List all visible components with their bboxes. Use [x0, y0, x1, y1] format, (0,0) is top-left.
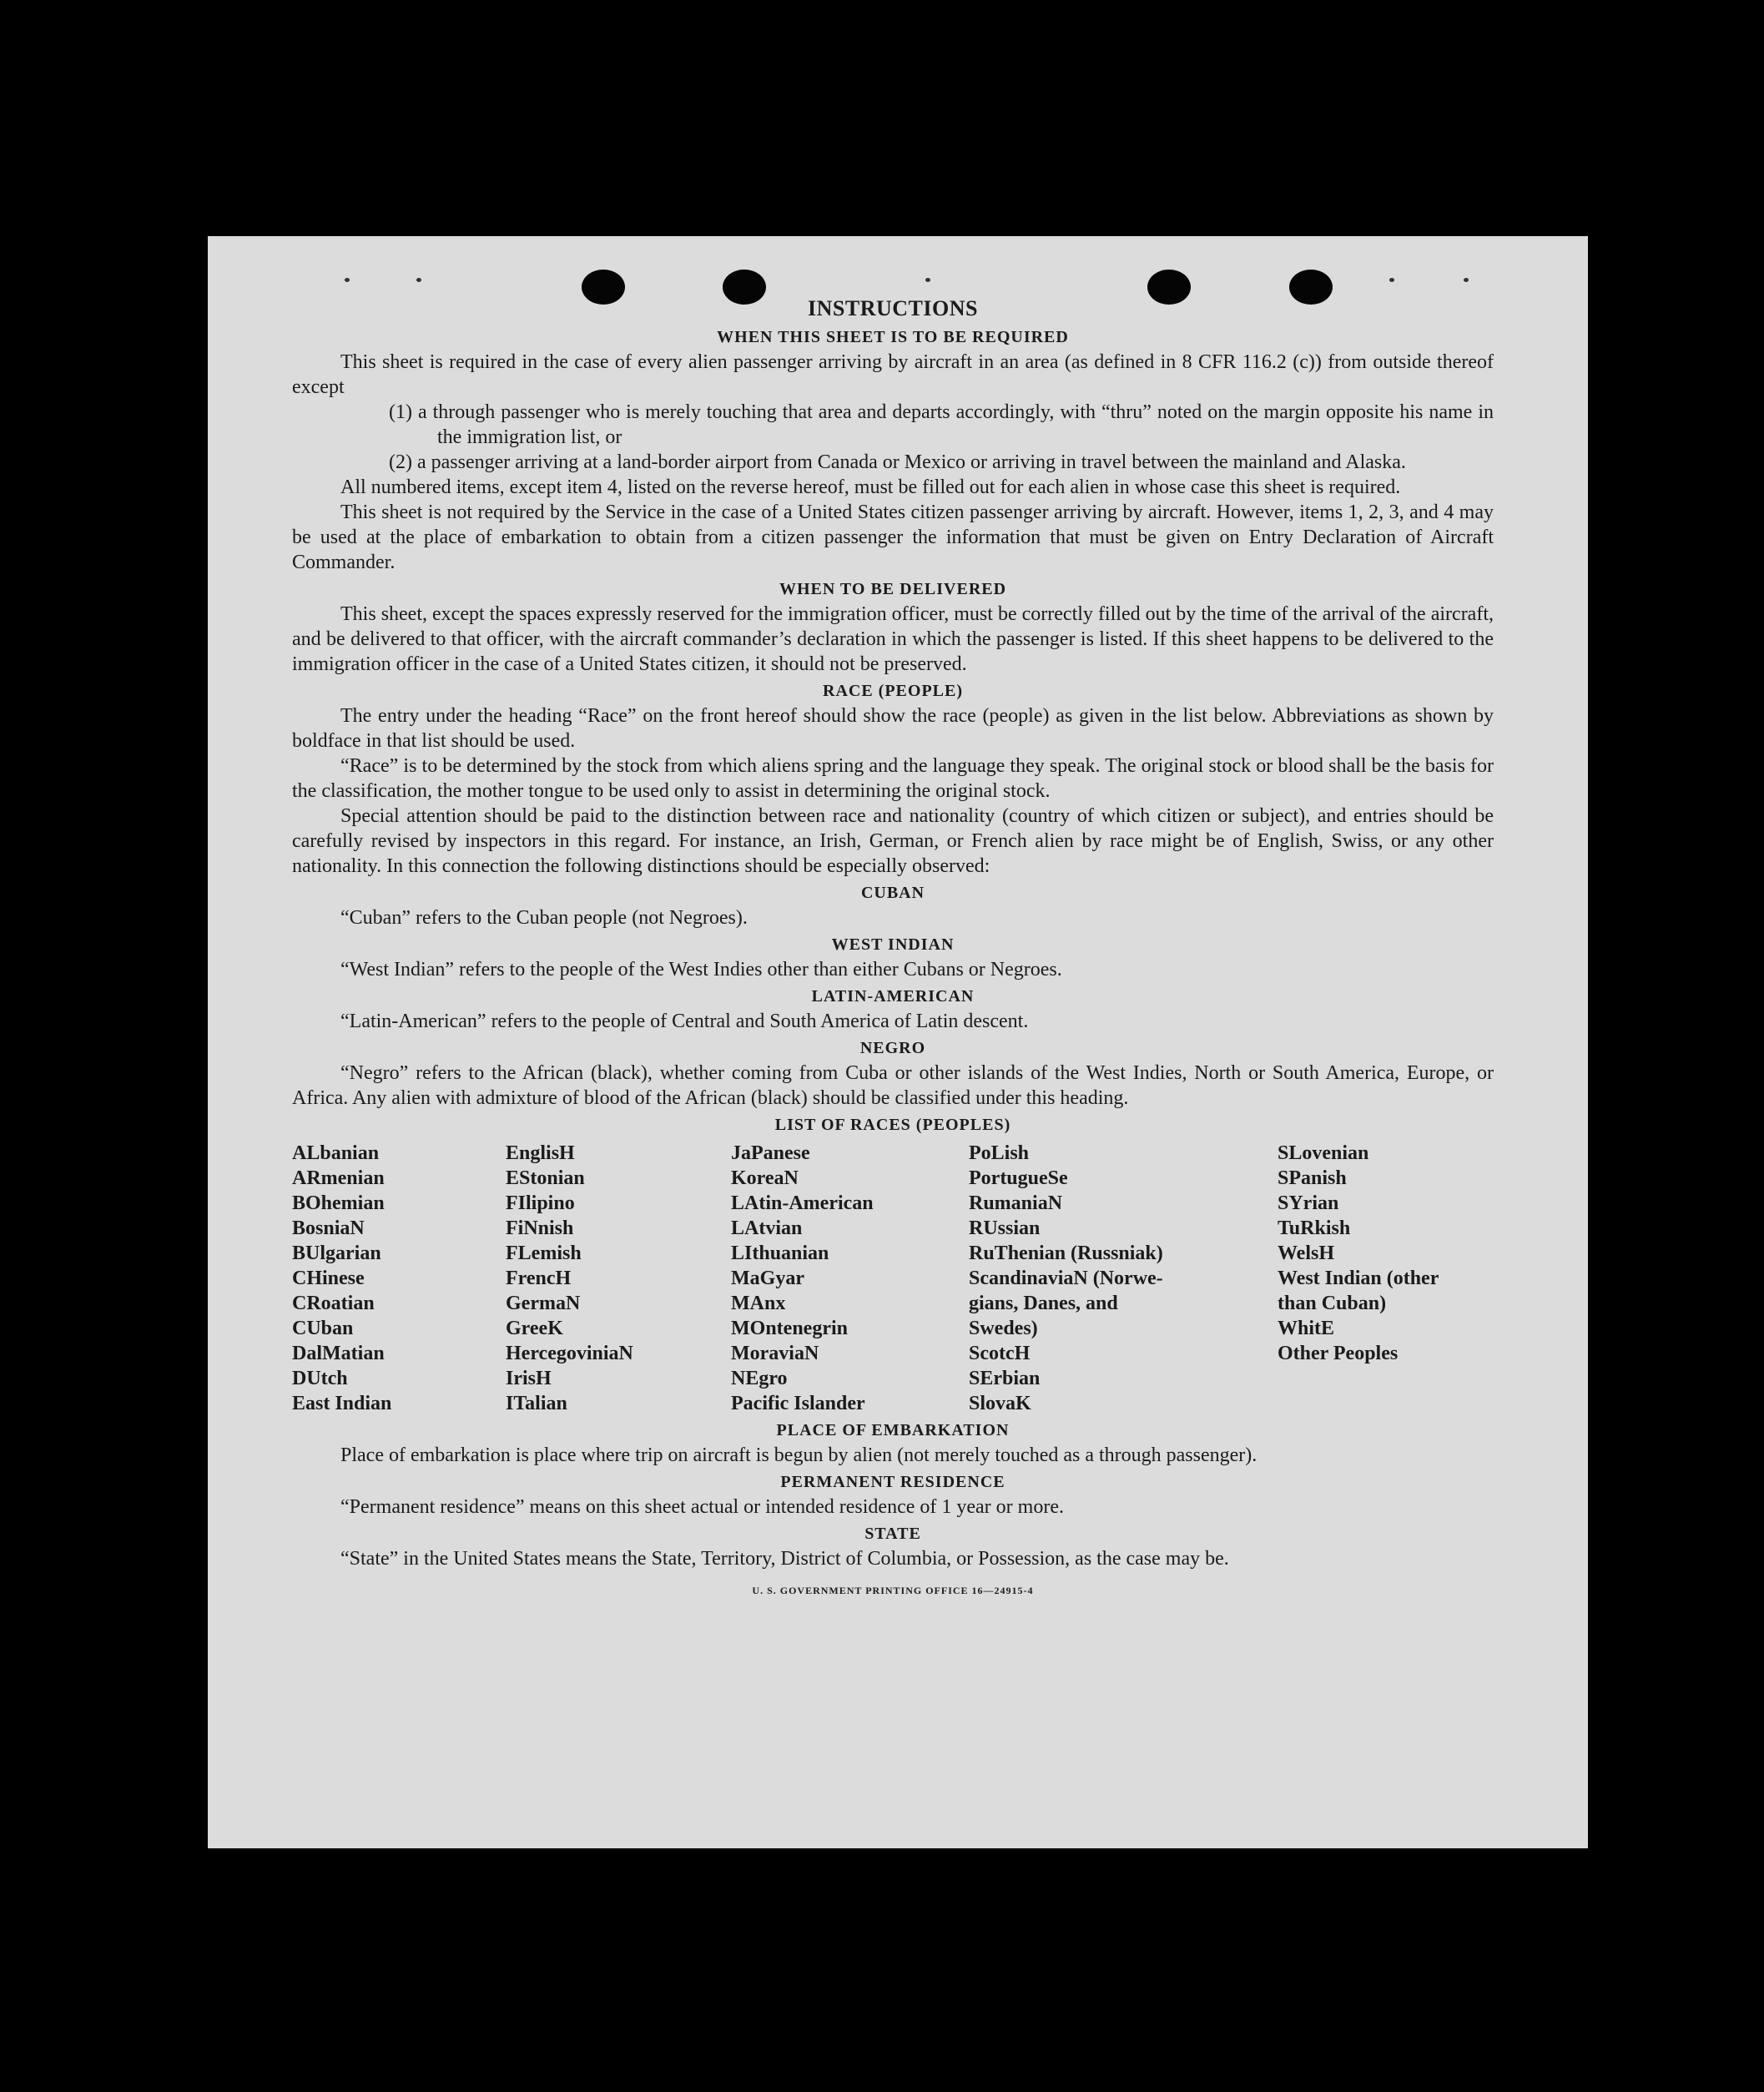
section-heading-west-indian: WEST INDIAN	[831, 935, 955, 954]
race-entry: GermaN	[506, 1293, 581, 1314]
race-entry: EStonian	[506, 1167, 585, 1189]
race-entry: FrencH	[506, 1268, 572, 1289]
race-entry: ITalian	[506, 1393, 567, 1414]
section-heading-required: WHEN THIS SHEET IS TO BE REQUIRED	[717, 328, 1069, 346]
race-entry: ARmenian	[292, 1167, 385, 1189]
section-heading-races-list: LIST OF RACES (PEOPLES)	[774, 1116, 1011, 1134]
race-entry: EnglisH	[506, 1142, 575, 1164]
race-entry: NEgro	[731, 1368, 788, 1389]
residence-text: “Permanent residence” means on this sheet actual or intended residence of 1 year or more.	[340, 1496, 1064, 1518]
printing-office-footer: U. S. GOVERNMENT PRINTING OFFICE 16—24915-4	[752, 1585, 1034, 1596]
races-column-2	[506, 1141, 731, 1416]
races-column-5	[1278, 1141, 1494, 1416]
section-heading-residence: PERMANENT RESIDENCE	[780, 1473, 1005, 1491]
race-entry: PortugueSe	[969, 1167, 1068, 1189]
race-entry: ALbanian	[292, 1142, 380, 1164]
races-column-1	[292, 1141, 506, 1416]
west-indian-text: “West Indian” refers to the people of the West Indies other than either Cubans or Negroes.	[340, 959, 1062, 980]
race-entry: East Indian	[292, 1393, 392, 1414]
races-column-4	[969, 1141, 1278, 1416]
race-entry: BUlgarian	[292, 1243, 381, 1264]
section-heading-state: STATE	[864, 1525, 921, 1543]
race-entry: GreeK	[506, 1318, 563, 1339]
required-para-2: All numbered items, except item 4, listed on the reverse hereof, must be filled out for each alien in whose case this sheet is required.	[340, 476, 1401, 498]
race-entry: ScotcH	[969, 1343, 1031, 1364]
race-entry: BOhemian	[292, 1192, 385, 1214]
race-entry: MOntenegrin	[731, 1318, 848, 1339]
race-entry: SlovaK	[969, 1393, 1031, 1414]
race-entry: PoLish	[969, 1142, 1030, 1164]
section-heading-delivered: WHEN TO BE DELIVERED	[779, 580, 1007, 598]
race-entry: Swedes)	[969, 1318, 1038, 1339]
latin-american-text: “Latin-American” refers to the people of Central and South America of Latin descent.	[340, 1011, 1029, 1032]
negro-text: “Negro” refers to the African (black), whether coming from Cuba or other islands of the West Indies, North or South America, Europe, or Africa. Any alien with admixture of blood of the African (black) should be classified under this heading.	[292, 1062, 1494, 1109]
race-entry: SLovenian	[1278, 1142, 1369, 1164]
race-entry: BosniaN	[292, 1217, 365, 1239]
race-entry: MaGyar	[731, 1268, 804, 1289]
race-entry: gians, Danes, and	[969, 1293, 1118, 1314]
speck	[1389, 278, 1394, 282]
race-entry: RuThenian (Russniak)	[969, 1243, 1163, 1264]
race-entry: MoraviaN	[731, 1343, 819, 1364]
race-entry: RumaniaN	[969, 1192, 1063, 1214]
race-entry: CUban	[292, 1318, 354, 1339]
section-heading-cuban: CUBAN	[860, 884, 925, 902]
races-column-3	[731, 1141, 969, 1416]
race-entry: LIthuanian	[731, 1243, 829, 1264]
race-entry: FIlipino	[506, 1192, 575, 1214]
required-intro: This sheet is required in the case of every alien passenger arriving by aircraft in an area (as defined in 8 CFR 116.2 (c)) from outside thereof except	[292, 351, 1494, 398]
race-entry: CRoatian	[292, 1293, 375, 1314]
section-heading-race: RACE (PEOPLE)	[823, 682, 963, 700]
race-entry: WelsH	[1278, 1243, 1335, 1264]
race-entry: MAnx	[731, 1293, 786, 1314]
race-entry: SErbian	[969, 1368, 1041, 1389]
cuban-text: “Cuban” refers to the Cuban people (not Negroes).	[340, 907, 748, 929]
race-entry: than Cuban)	[1278, 1293, 1387, 1314]
speck	[345, 278, 350, 282]
race-entry: TuRkish	[1278, 1217, 1351, 1239]
race-entry: FLemish	[506, 1243, 582, 1264]
race-entry: SPanish	[1278, 1167, 1347, 1189]
section-heading-negro: NEGRO	[859, 1039, 926, 1057]
race-para-3: Special attention should be paid to the distinction between race and nationality (country of which citizen or subject), and entries should be carefully revised by inspectors in this regard. For instance, an Irish, German, or French alien by race might be of English, Swiss, or any other nationality. In this connection the following distinctions should be especially observed:	[292, 805, 1494, 877]
instructions-content	[292, 295, 1494, 1603]
speck	[925, 278, 930, 282]
race-entry: CHinese	[292, 1268, 365, 1289]
required-item-2: (2) a passenger arriving at a land-border airport from Canada or Mexico or arriving in travel between the mainland and Alaska.	[389, 451, 1406, 473]
race-entry: FiNnish	[506, 1217, 574, 1239]
race-entry: IrisH	[506, 1368, 552, 1389]
race-entry: DalMatian	[292, 1343, 385, 1364]
embarkation-text: Place of embarkation is place where trip on aircraft is begun by alien (not merely touched as a through passenger).	[340, 1444, 1257, 1466]
delivered-text: This sheet, except the spaces expressly reserved for the immigration officer, must be correctly filled out by the time of the arrival of the aircraft, and be delivered to that officer, with the aircraft commander’s declaration in which the passenger is listed. If this sheet happens to be delivered to the immigration officer in the case of a United States citizen, it should not be preserved.	[292, 603, 1494, 675]
section-heading-latin-american: LATIN-AMERICAN	[811, 987, 975, 1006]
speck	[416, 278, 421, 282]
race-entry: LAtin-American	[731, 1192, 874, 1214]
section-heading-embarkation: PLACE OF EMBARKATION	[776, 1421, 1010, 1439]
race-entry: DUtch	[292, 1368, 348, 1389]
race-entry: WhitE	[1278, 1318, 1335, 1339]
page-title: INSTRUCTIONS	[808, 296, 978, 320]
race-para-1: The entry under the heading “Race” on the front hereof should show the race (people) as given in the list below. Abbreviations as shown by boldface in that list should be used.	[292, 705, 1494, 752]
required-item-1: (1) a through passenger who is merely touching that area and departs accordingly, with “thru” noted on the margin opposite his name in the immigration list, or	[389, 401, 1494, 448]
race-entry: Other Peoples	[1278, 1343, 1399, 1364]
race-entry: RUssian	[969, 1217, 1041, 1239]
race-entry: LAtvian	[731, 1217, 803, 1239]
race-entry: HercegoviniaN	[506, 1343, 633, 1364]
races-list	[292, 1141, 1494, 1416]
race-entry: SYrian	[1278, 1192, 1339, 1214]
race-para-2: “Race” is to be determined by the stock from which aliens spring and the language they speak. The original stock or blood shall be the basis for the classification, the mother tongue to be used only to assist in determining the original stock.	[292, 755, 1494, 802]
race-entry: JaPanese	[731, 1142, 810, 1164]
required-para-3: This sheet is not required by the Service in the case of a United States citizen passenger arriving by aircraft. However, items 1, 2, 3, and 4 may be used at the place of embarkation to obtain from a citizen passenger the information that must be given on Entry Declaration of Aircraft Commander.	[292, 502, 1494, 573]
speck	[1464, 278, 1469, 282]
state-text: “State” in the United States means the State, Territory, District of Columbia, or Possession, as the case may be.	[340, 1548, 1229, 1570]
document-sheet	[208, 236, 1588, 1848]
race-entry: KoreaN	[731, 1167, 799, 1189]
race-entry: Pacific Islander	[731, 1393, 865, 1414]
race-entry: West Indian (other	[1278, 1268, 1439, 1289]
race-entry: ScandinaviaN (Norwe-	[969, 1268, 1163, 1289]
